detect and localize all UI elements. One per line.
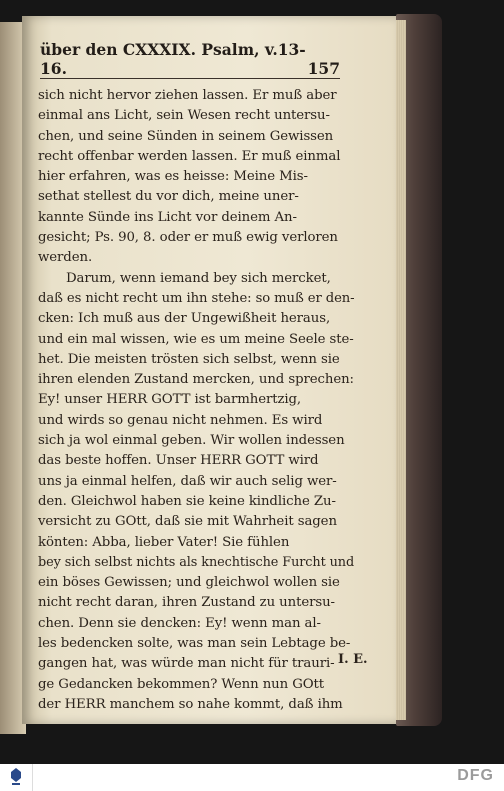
header-title: über den CXXXIX. Psalm, v.13-16. <box>40 40 306 78</box>
library-logo <box>0 764 33 791</box>
text-line: den. Gleichwol haben sie keine kindliche Zu- <box>38 493 336 509</box>
running-header <box>40 40 340 78</box>
text-line: und ein mal wissen, wie es um meine Seele ste- <box>38 331 354 347</box>
dfg-logo: DFG <box>457 767 494 784</box>
text-line: sich ja wol einmal geben. Wir wollen indessen <box>38 433 345 449</box>
text-line: gangen hat, was würde man nicht für trauri- <box>38 656 335 672</box>
text-line: werden. <box>38 250 93 266</box>
text-line: chen. Denn sie dencken: Ey! wenn man al- <box>38 615 321 631</box>
header-rule <box>40 78 340 79</box>
text-line: het. Die meisten trösten sich selbst, wenn sie <box>38 351 340 367</box>
text-line: bey sich selbst nichts als knechtische Furcht und <box>38 554 355 570</box>
text-line: chen, und seine Sünden in seinem Gewissen <box>38 128 334 144</box>
text-line: recht offenbar werden lassen. Er muß einmal <box>38 148 341 164</box>
text-line: ge Gedancken bekommen? Wenn nun GOtt <box>38 676 325 692</box>
text-line: daß es nicht recht um ihn stehe: so muß er den- <box>38 290 355 306</box>
text-line: kannte Sünde ins Licht vor deinem An- <box>38 209 297 225</box>
text-line: das beste hoffen. Unser HERR GOTT wird <box>38 453 319 469</box>
text-line: könten: Abba, lieber Vater! Sie fühlen <box>38 534 290 550</box>
body-text <box>38 86 354 715</box>
text-line: sich nicht hervor ziehen lassen. Er muß aber <box>38 88 337 103</box>
text-line: einmal ans Licht, sein Wesen recht untersu- <box>38 108 330 124</box>
text-line: und wirds so genau nicht nehmen. Es wird <box>38 412 323 428</box>
text-line: Ey! unser HERR GOTT ist barmhertzig, <box>38 392 302 408</box>
library-logo-icon <box>9 767 23 787</box>
text-line: ihren elenden Zustand mercken, und sprechen: <box>38 372 354 388</box>
text-line: cken: Ich muß aus der Ungewißheit heraus, <box>38 311 331 327</box>
text-line: uns ja einmal helfen, daß wir auch selig wer- <box>38 473 337 489</box>
text-line: ein böses Gewissen; und gleichwol wollen sie <box>38 575 340 591</box>
text-line: der HERR manchem so nahe kommt, daß ihm <box>38 696 343 712</box>
text-line: nicht recht daran, ihren Zustand zu untersu- <box>38 595 335 611</box>
footer-bar <box>0 764 504 791</box>
text-line: Darum, wenn iemand bey sich mercket, <box>66 270 331 286</box>
text-line: sethat stellest du vor dich, meine uner- <box>38 189 299 205</box>
text-line: hier erfahren, was es heisse: Meine Mis- <box>38 169 308 185</box>
page-number: 157 <box>307 59 340 78</box>
text-line: les bedencken solte, was man sein Lebtage be- <box>38 636 351 652</box>
text-line: versicht zu GOtt, daß sie mit Wahrheit sagen <box>38 514 337 530</box>
text-line: gesicht; Ps. 90, 8. oder er muß ewig verloren <box>38 230 338 246</box>
catchword: I. E. <box>338 652 368 667</box>
